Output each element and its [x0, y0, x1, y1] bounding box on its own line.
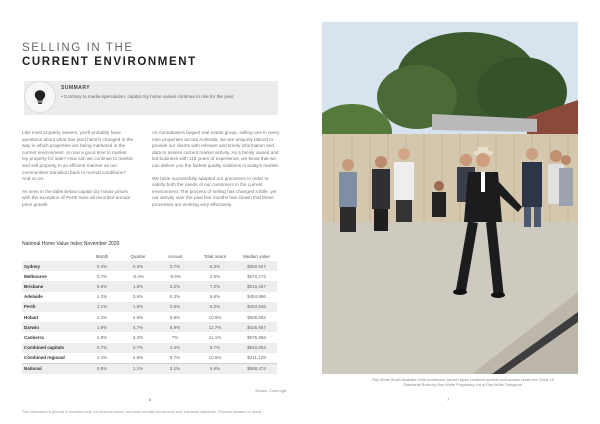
table-cell-month: 0.6% — [84, 281, 120, 291]
col-header-median-value: Median value — [243, 253, 270, 259]
table-cell-median: $505,682 — [247, 314, 266, 320]
page-title-line2: CURRENT ENVIRONMENT — [22, 56, 197, 68]
table-cell-annual: 5.7% — [169, 355, 181, 361]
table-cell-quarter: 2.8% — [132, 355, 144, 361]
table-cell-region: National — [22, 363, 84, 374]
table-cell-median: $860,947 — [236, 261, 277, 271]
table-title: National Home Value Index November 2020 — [22, 241, 120, 247]
table-cell-quarter: 2.9% — [132, 314, 144, 320]
table-cell-median: $519,267 — [236, 281, 277, 291]
table-row — [22, 271, 277, 281]
table-row — [22, 292, 277, 302]
table-cell-median: $463,846 — [236, 302, 277, 312]
body-paragraph: We have successfully adapted our processes in order to satisfy both the needs of our customers in the current environment. The process of selling has changed a little, yet our activity over the past few months has shown that these processes are working very effectively. — [152, 175, 277, 207]
auction-photo — [322, 22, 578, 374]
table-cell-quarter: 4.7% — [120, 322, 156, 332]
body-paragraph: As seen in the table below capital city house prices with the exception of Perth have all recorded annual price growth. — [22, 188, 130, 207]
table-cell-total: 11.1% — [208, 334, 222, 340]
table-cell-region: Brisbane — [22, 281, 84, 291]
table-cell-annual: 3.2% — [156, 281, 194, 291]
table-cell-annual: 5.6% — [169, 314, 181, 320]
body-paragraph: Like most property owners, you'll probably have questions about what has (and hasn't) changed in the way in which properties are being marketed in the current environment. Is now a good time to market my property for sale? How can we continue to market and sell property in an efficient manner as our communities transition back to normal conditions? And so on. — [22, 130, 134, 182]
lightbulb-icon — [24, 81, 56, 113]
table-cell-median: $675,866 — [247, 334, 266, 340]
table-cell-annual: 7% — [171, 334, 179, 340]
table-cell-median: $642,863 — [236, 343, 277, 353]
caption-line: Standards Rules by Ray White Proprietary Ltd of Ray White Tortuguna. — [403, 383, 523, 387]
table-header-row — [22, 251, 277, 261]
table-row — [22, 363, 277, 374]
table-cell-region: Darwin — [22, 322, 84, 332]
table-row — [22, 302, 277, 312]
table-cell-annual: 5.9% — [156, 322, 194, 332]
table-cell-quarter: 0.7% — [120, 343, 156, 353]
table-cell-region: Melbourne — [24, 273, 47, 279]
body-column-left — [22, 130, 134, 215]
table-row — [22, 322, 277, 332]
table-cell-median: $568,474 — [236, 363, 277, 374]
table-cell-median: $454,896 — [247, 294, 266, 300]
table-row — [22, 332, 277, 342]
table-cell-quarter: 1.9% — [120, 302, 156, 312]
table-cell-total: 7.2% — [194, 281, 236, 291]
table-cell-median: $672,172 — [247, 273, 266, 279]
photo-caption — [348, 378, 578, 388]
table-cell-month: 0.7% — [96, 273, 108, 279]
table-cell-region: Canberra — [24, 334, 44, 340]
table-cell-total: 5.7% — [194, 343, 236, 353]
col-header-region — [22, 251, 84, 261]
caption-line: Ray White South Australia Chief Auctioneer Jarrod Hayes conducts another sold auction under the Covid-19 — [372, 378, 554, 382]
table-cell-month: 1.4% — [96, 355, 108, 361]
table-cell-total: 10.6% — [208, 355, 222, 361]
summary-bullet-text: Contrary to media speculation, capital city home values continue to rise for the year. — [63, 94, 235, 99]
table-cell-total: 6.3% — [194, 261, 236, 271]
table-cell-month: 1.9% — [84, 322, 120, 332]
table-cell-median: $411,129 — [247, 355, 266, 361]
table-cell-region: Sydney — [22, 261, 84, 271]
table-row — [22, 353, 277, 364]
home-value-index-table — [22, 251, 277, 374]
disclaimer: This information is general in formation only, not financial advice, and does not take into account your individual objectives. Financial situation or needs. — [22, 410, 263, 414]
table-cell-region: Adelaide — [24, 294, 43, 300]
table-row — [22, 343, 277, 353]
table-cell-total: 2.5% — [209, 273, 221, 279]
table-cell-month: 1.9% — [96, 334, 108, 340]
col-header-total-return: Total return — [203, 253, 227, 259]
table-cell-total: 9.6% — [209, 294, 221, 300]
table-cell-month: 0.8% — [84, 363, 120, 374]
table-cell-annual: 2.4% — [156, 343, 194, 353]
table-cell-quarter: 3.3% — [132, 334, 144, 340]
summary-bullet: • Contrary to media speculation, capital city home values continue to rise for the year. — [61, 94, 235, 99]
col-header-month: Month — [95, 253, 109, 259]
page-number-right: 7 — [447, 397, 450, 402]
table-cell-region: Combined regional — [24, 355, 65, 361]
table-cell-quarter: 1.5% — [120, 281, 156, 291]
table-source: Source: CoreLogic — [255, 389, 287, 393]
table-cell-total: 10.9% — [208, 314, 222, 320]
col-header-quarter: Quarter — [130, 253, 146, 259]
page-number-left: 6 — [149, 397, 152, 402]
body-column-right — [152, 130, 280, 215]
table-cell-quarter: 1.1% — [120, 363, 156, 374]
body-paragraph: As Australasia's largest real estate group, selling one in every nine properties across Australia, we are uniquely placed to provide our clients with relevant and timely information and data to assess current market activity. As a family owned and led business with 118 years of experience, we know that we can deliver you the fastest quality solutions in today's market. — [152, 130, 280, 168]
table-row — [22, 281, 277, 291]
table-cell-region: Combined capitals — [22, 343, 84, 353]
table-cell-total: 6.6% — [194, 363, 236, 374]
table-cell-annual: 5.3% — [169, 294, 181, 300]
table-cell-quarter: 3.6% — [132, 294, 144, 300]
table-cell-median: $426,857 — [236, 322, 277, 332]
table-cell-annual: 3.7% — [156, 261, 194, 271]
table-cell-month: 0.4% — [84, 261, 120, 271]
table-cell-quarter: -0.4% — [132, 273, 144, 279]
summary-heading: SUMMARY — [61, 85, 91, 91]
table-row — [22, 312, 277, 322]
table-row — [22, 261, 277, 271]
table-cell-region: Hobart — [24, 314, 39, 320]
page-title-line1: SELLING IN THE — [22, 42, 134, 54]
table-cell-annual: 3.1% — [156, 363, 194, 374]
table-cell-quarter: 0.3% — [120, 261, 156, 271]
table-cell-total: 11.7% — [194, 322, 236, 332]
table-cell-month: 1.1% — [84, 302, 120, 312]
table-cell-region: Perth — [22, 302, 84, 312]
table-cell-month: 1.3% — [96, 294, 108, 300]
table-cell-total: 5.2% — [194, 302, 236, 312]
table-cell-month: 1.4% — [96, 314, 108, 320]
table-cell-annual: 0.8% — [156, 302, 194, 312]
table-cell-month: 0.7% — [84, 343, 120, 353]
table-cell-annual: -0.9% — [169, 273, 181, 279]
col-header-annual: Annual — [167, 253, 182, 259]
